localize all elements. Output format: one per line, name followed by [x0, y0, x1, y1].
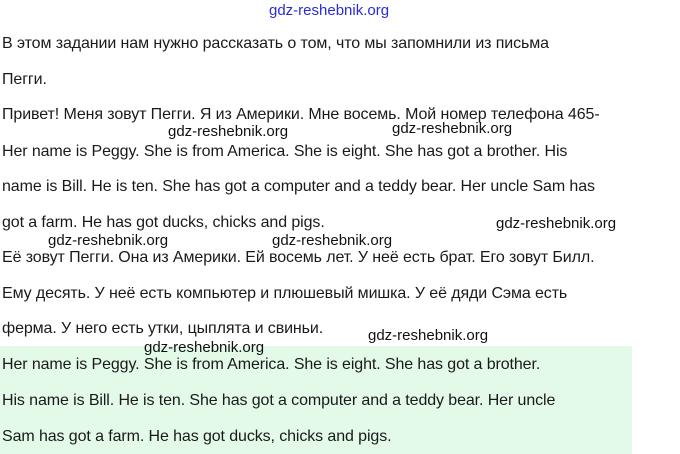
- watermark: gdz-reshebnik.org: [48, 232, 169, 249]
- intro-line-2: Пегги.: [2, 71, 47, 88]
- watermark: gdz-reshebnik.org: [496, 215, 617, 232]
- letter-en-line-2: name is Bill. He is ten. She has got a computer and a teddy bear. Her uncle Sam has: [2, 178, 595, 195]
- watermark-top: gdz-reshebnik.org: [269, 2, 390, 19]
- translation-ru-line-1: Её зовут Пегги. Она из Америки. Ей восемь лет. У неё есть брат. Его зовут Билл.: [2, 249, 595, 266]
- answer-en-line-2: His name is Bill. He is ten. She has got a computer and a teddy bear. Her uncle: [2, 392, 556, 409]
- answer-en-line-3: Sam has got a farm. He has got ducks, chicks and pigs.: [2, 428, 392, 445]
- translation-ru-line-2: Ему десять. У неё есть компьютер и плюшевый мишка. У её дяди Сэма есть: [2, 285, 568, 302]
- watermark: gdz-reshebnik.org: [144, 339, 265, 356]
- letter-en-line-3: got a farm. He has got ducks, chicks and pigs.: [2, 214, 325, 231]
- watermark: gdz-reshebnik.org: [392, 120, 513, 137]
- answer-en-line-1: Her name is Peggy. She is from America. She is eight. She has got a brother.: [2, 356, 541, 373]
- watermark: gdz-reshebnik.org: [368, 327, 489, 344]
- letter-ru-header: Привет! Меня зовут Пегги. Я из Америки. Мне восемь. Мой номер телефона 465-: [2, 106, 600, 123]
- translation-ru-line-3: ферма. У него есть утки, цыплята и свиньи.: [2, 320, 324, 337]
- watermark: gdz-reshebnik.org: [272, 232, 393, 249]
- intro-line-1: В этом задании нам нужно рассказать о том, что мы запомнили из письма: [2, 35, 549, 52]
- watermark: gdz-reshebnik.org: [168, 123, 289, 140]
- letter-en-line-1: Her name is Peggy. She is from America. She is eight. She has got a brother. His: [2, 143, 568, 160]
